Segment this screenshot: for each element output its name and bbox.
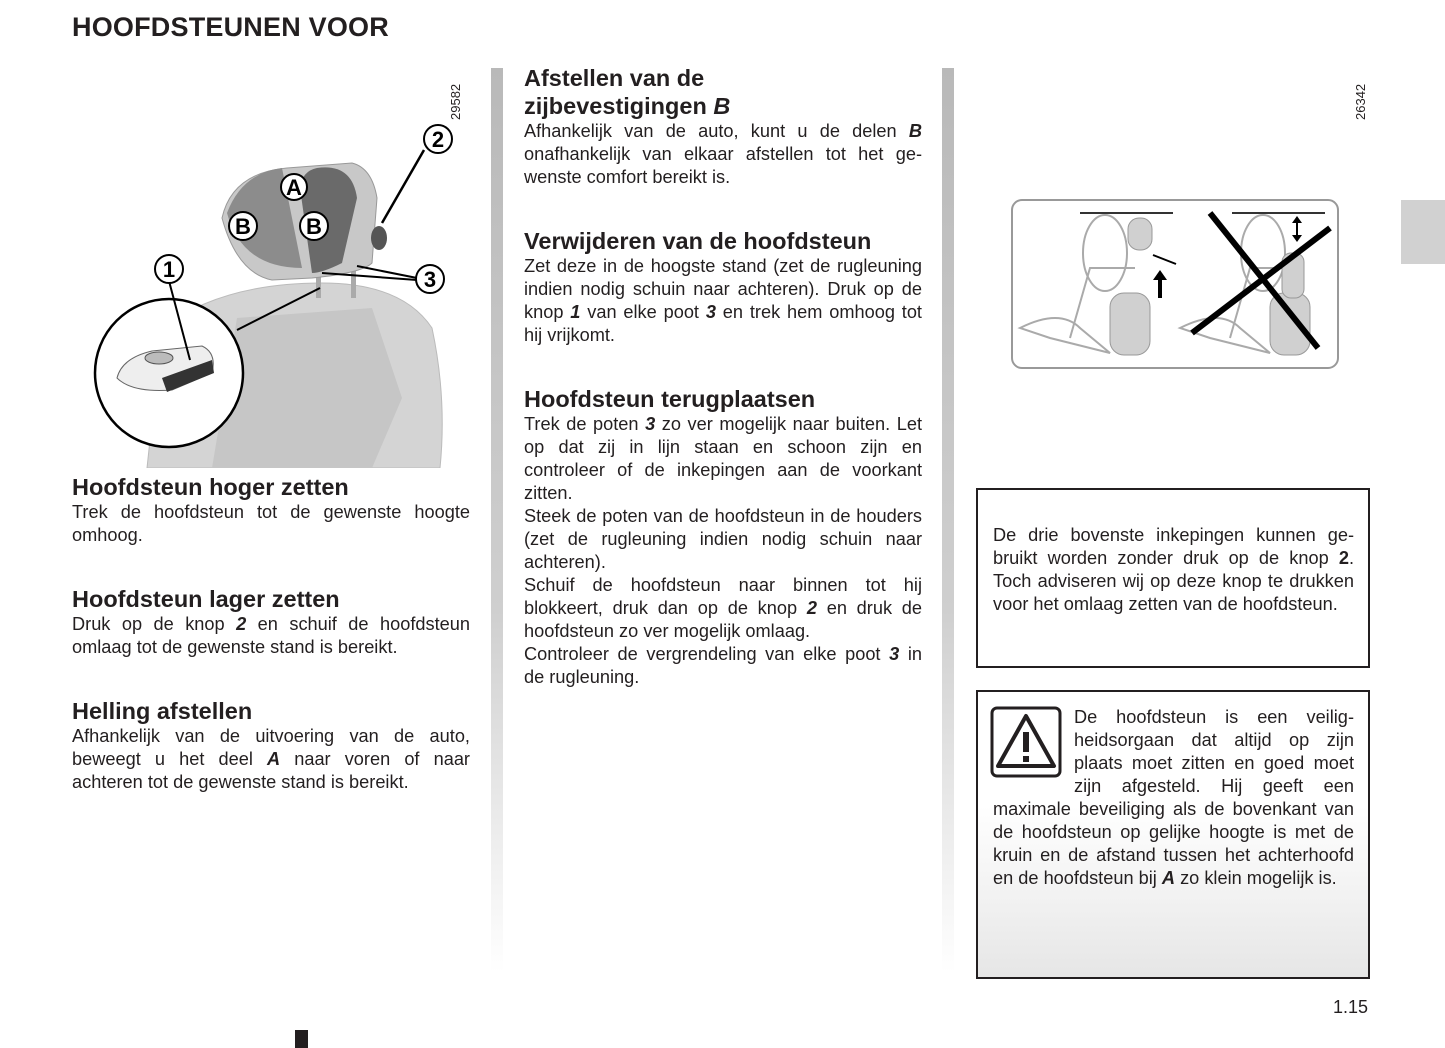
section-heading: Verwijderen van de hoofdsteun: [524, 228, 872, 254]
text: en schuif de hoofdsteun omlaag tot de gewenste stand is bereikt.: [72, 614, 470, 657]
svg-text:1: 1: [162, 257, 176, 282]
section-side-adjust: [524, 64, 922, 189]
ref: 3: [705, 302, 716, 322]
column-divider: [942, 68, 954, 973]
text: Trek de poten: [524, 414, 646, 434]
text: . Toch adviseren wij op deze knop te drukken voor het omlaag zetten van de hoofdsteun.: [993, 548, 1354, 614]
section-remove: [524, 227, 922, 347]
figure-code: 26342: [1353, 83, 1368, 120]
section-heading: [524, 64, 784, 120]
svg-text:3: 3: [423, 267, 437, 292]
text: Steek de poten van de hoofdsteun in de houders (zet de rugleuning indien nodig schuin naar achteren).: [524, 506, 922, 572]
note-box: [976, 488, 1370, 668]
headrest-height-illustration: [1010, 198, 1340, 370]
text: naar voren of naar achteren tot de gewenste stand is bereikt.: [72, 749, 470, 792]
warning-triangle-icon: [990, 706, 1062, 778]
page-marker: [295, 1030, 308, 1048]
ref: 2: [1338, 548, 1349, 568]
column-2: [524, 64, 922, 727]
text: Trek de hoofdsteun tot de gewenste hoogte omhoog.: [72, 502, 470, 545]
section-body: [72, 501, 470, 547]
text: Zet deze in de hoogste stand (zet de rugleuning indien nodig schuin naar achteren). Druk op de knop: [524, 256, 922, 322]
warning-box: [976, 690, 1370, 979]
headrest-illustration: [72, 68, 472, 468]
section-heading: Hoofdsteun lager zetten: [72, 586, 340, 612]
section-raise: [72, 473, 470, 547]
ref: 3: [645, 414, 656, 434]
section-body: [524, 574, 922, 643]
ref: 1: [570, 302, 581, 322]
ref: A: [266, 749, 281, 769]
section-body: [72, 613, 470, 659]
text: onafhankelijk van elkaar afstellen tot het gewenste comfort bereikt is.: [524, 144, 922, 187]
svg-text:B: B: [306, 214, 322, 239]
text: Afstellen van de zijbevestigingen: [524, 65, 714, 119]
ref: A: [1161, 868, 1176, 888]
section-body: [524, 643, 922, 689]
section-heading: Helling afstellen: [72, 698, 253, 724]
section-body: [72, 725, 470, 794]
page-title: HOOFDSTEUNEN VOOR: [72, 12, 389, 42]
text: zo ver mogelijk naar buiten. Let op dat zij in lijn staan en schoon zijn en controleer of de inkepingen aan de voorkant zitten.: [524, 414, 922, 503]
ref: 2: [236, 614, 247, 634]
text: Druk op de knop: [72, 614, 237, 634]
section-body: [524, 120, 922, 189]
ref: B: [908, 121, 922, 141]
section-body: [524, 255, 922, 347]
text: van elke poot: [580, 302, 706, 322]
column-1: [72, 473, 470, 832]
text: Controleer de vergrendeling van elke poot: [524, 644, 890, 664]
ref: 3: [889, 644, 900, 664]
text: Afhankelijk van de uitvoering van de auto, beweegt u het deel: [72, 726, 470, 769]
text: en druk de hoofdsteun zo ver mogelijk omlaag.: [524, 598, 923, 641]
ref: B: [713, 93, 731, 119]
section-lower: [72, 585, 470, 659]
text: De hoofdsteun is een veiligheidsorgaan dat altijd op zijn plaats moet zitten en goed moet zijn afgesteld. Hij geeft een maximale beveiliging als de bovenkant van de hoofdsteun op gelijke hoogte is met de kruin en de afstand tussen het achterhoofd en de hoofdsteun bij: [993, 707, 1354, 888]
section-refit: [524, 385, 922, 689]
section-body: [524, 413, 922, 505]
note-text: [993, 524, 1354, 616]
text: zo klein mogelijk is.: [1175, 868, 1337, 888]
section-heading: Hoofdsteun hoger zetten: [72, 474, 349, 500]
text: De drie bovenste inkepingen kunnen gebruikt worden zonder druk op de knop: [993, 525, 1354, 568]
text: Schuif de hoofdsteun naar binnen tot hij blokkeert, druk dan op de knop: [524, 575, 922, 618]
section-heading: Hoofdsteun terugplaatsen: [524, 386, 816, 412]
page-number: 1.15: [1333, 997, 1369, 1017]
text: Afhankelijk van de auto, kunt u de delen: [524, 121, 909, 141]
svg-text:A: A: [286, 175, 302, 200]
section-tilt: [72, 697, 470, 794]
section-body: [524, 505, 922, 574]
column-divider: [491, 68, 503, 973]
text: en trek hem omhoog tot hij vrijkomt.: [524, 302, 922, 345]
figure-code: 29582: [448, 83, 463, 120]
section-tab: [1401, 200, 1445, 264]
svg-text:B: B: [235, 214, 251, 239]
svg-text:2: 2: [431, 127, 445, 152]
text: in de rugleuning.: [524, 644, 922, 687]
ref: 2: [806, 598, 817, 618]
